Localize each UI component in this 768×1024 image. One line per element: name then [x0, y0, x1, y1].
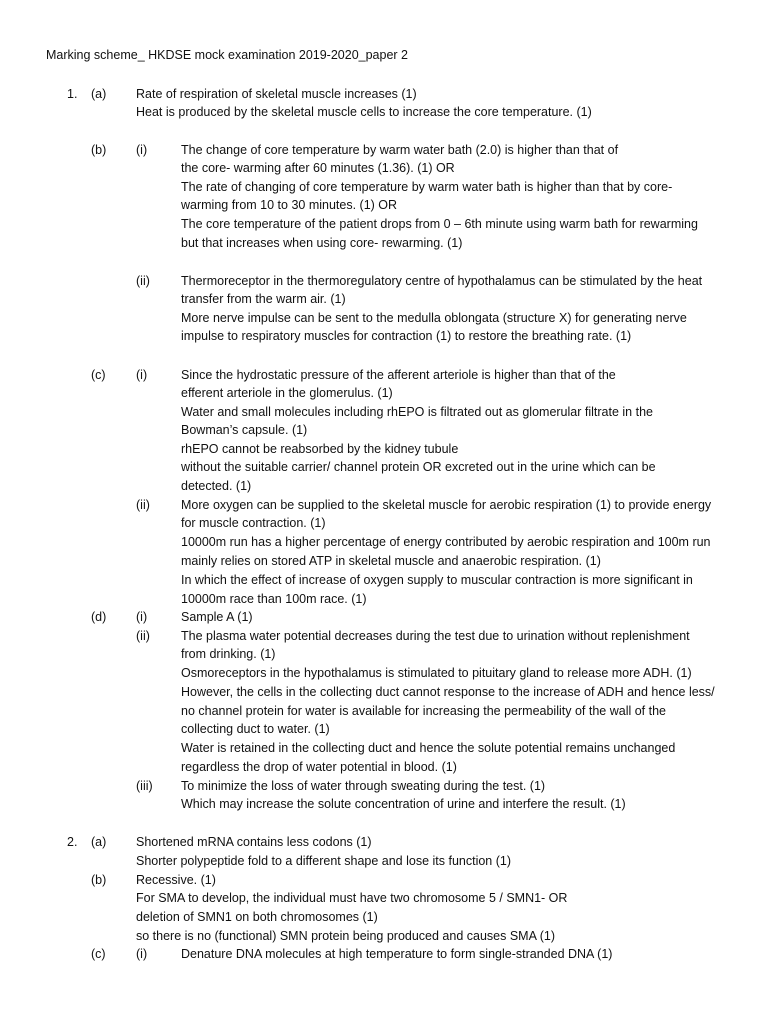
answer-line: Shorter polypeptide fold to a different shape and lose its function (1) [136, 854, 512, 868]
answer-line: Sample A (1) [181, 610, 253, 624]
answer-line: the core- warming after 60 minutes (1.36). (1) OR [181, 161, 455, 175]
answer-line: Water and small molecules including rhEPO is filtrated out as glomerular filtrate in the [181, 405, 653, 419]
answer-line: no channel protein for water is available for increasing the permeability of the wall of the [181, 704, 666, 718]
answer-line: regardless the drop of water potential in blood. (1) [181, 760, 457, 774]
answer-line: without the suitable carrier/ channel protein OR excreted out in the urine which can be [181, 460, 656, 474]
question-number: 1. [67, 87, 78, 101]
answer-line: More oxygen can be supplied to the skeletal muscle for aerobic respiration (1) to provide energy [181, 498, 712, 512]
answer-line: Rate of respiration of skeletal muscle increases (1) [136, 87, 417, 101]
answer-line: Shortened mRNA contains less codons (1) [136, 835, 372, 849]
answer-line: from drinking. (1) [181, 647, 276, 661]
answer-line: so there is no (functional) SMN protein being produced and causes SMA (1) [136, 929, 555, 943]
answer-line: rhEPO cannot be reabsorbed by the kidney tubule [181, 442, 459, 456]
subpart-label: (iii) [136, 779, 153, 793]
answer-line: Thermoreceptor in the thermoregulatory centre of hypothalamus can be stimulated by the heat [181, 274, 703, 288]
subpart-label: (ii) [136, 629, 150, 643]
answer-line: collecting duct to water. (1) [181, 722, 330, 736]
answer-line: mainly relies on stored ATP in skeletal muscle and anaerobic respiration. (1) [181, 554, 601, 568]
answer-line: Bowman’s capsule. (1) [181, 423, 308, 437]
subpart-label: (i) [136, 610, 148, 624]
answer-line: Denature DNA molecules at high temperature to form single-stranded DNA (1) [181, 947, 613, 961]
subpart-label: (i) [136, 368, 148, 382]
answer-line: The rate of changing of core temperature by warm water bath is higher than that by core- [181, 180, 673, 194]
answer-line: 10000m run has a higher percentage of energy contributed by aerobic respiration and 100m run [181, 535, 711, 549]
part-label: (a) [91, 835, 107, 849]
part-label: (b) [91, 873, 107, 887]
answer-line: impulse to respiratory muscles for contraction (1) to restore the breathing rate. (1) [181, 329, 632, 343]
question-number: 2. [67, 835, 78, 849]
part-label: (c) [91, 947, 106, 961]
answer-line: transfer from the warm air. (1) [181, 292, 346, 306]
subpart-label: (i) [136, 947, 148, 961]
answer-line: Which may increase the solute concentration of urine and interfere the result. (1) [181, 797, 626, 811]
answer-line: for muscle contraction. (1) [181, 516, 326, 530]
answer-line: but that increases when using core- rewarming. (1) [181, 236, 463, 250]
answer-line: Water is retained in the collecting duct and hence the solute potential remains unchanged [181, 741, 676, 755]
answer-line: Osmoreceptors in the hypothalamus is stimulated to pituitary gland to release more ADH. (1) [181, 666, 692, 680]
answer-line: More nerve impulse can be sent to the medulla oblongata (structure X) for generating nerve [181, 311, 687, 325]
subpart-label: (i) [136, 143, 148, 157]
answer-line: To minimize the loss of water through sweating during the test. (1) [181, 779, 546, 793]
answer-line: detected. (1) [181, 479, 252, 493]
answer-line: The plasma water potential decreases during the test due to urination without replenishment [181, 629, 690, 643]
answer-line: For SMA to develop, the individual must have two chromosome 5 / SMN1- OR [136, 891, 568, 905]
answer-line: In which the effect of increase of oxygen supply to muscular contraction is more significant in [181, 573, 693, 587]
answer-line: The change of core temperature by warm water bath (2.0) is higher than that of [181, 143, 619, 157]
subpart-label: (ii) [136, 274, 150, 288]
answer-line: However, the cells in the collecting duct cannot response to the increase of ADH and hence less/ [181, 685, 715, 699]
document-title: Marking scheme_ HKDSE mock examination 2019-2020_paper 2 [46, 48, 408, 62]
part-label: (a) [91, 87, 107, 101]
answer-line: The core temperature of the patient drops from 0 – 6th minute using warm bath for rewarming [181, 217, 698, 231]
part-label: (c) [91, 368, 106, 382]
answer-line: warming from 10 to 30 minutes. (1) OR [181, 198, 398, 212]
answer-line: deletion of SMN1 on both chromosomes (1) [136, 910, 378, 924]
answer-line: 10000m race than 100m race. (1) [181, 592, 367, 606]
answer-line: Recessive. (1) [136, 873, 216, 887]
subpart-label: (ii) [136, 498, 150, 512]
answer-line: Heat is produced by the skeletal muscle cells to increase the core temperature. (1) [136, 105, 592, 119]
part-label: (b) [91, 143, 107, 157]
part-label: (d) [91, 610, 107, 624]
answer-line: Since the hydrostatic pressure of the afferent arteriole is higher than that of the [181, 368, 616, 382]
answer-line: efferent arteriole in the glomerulus. (1) [181, 386, 393, 400]
